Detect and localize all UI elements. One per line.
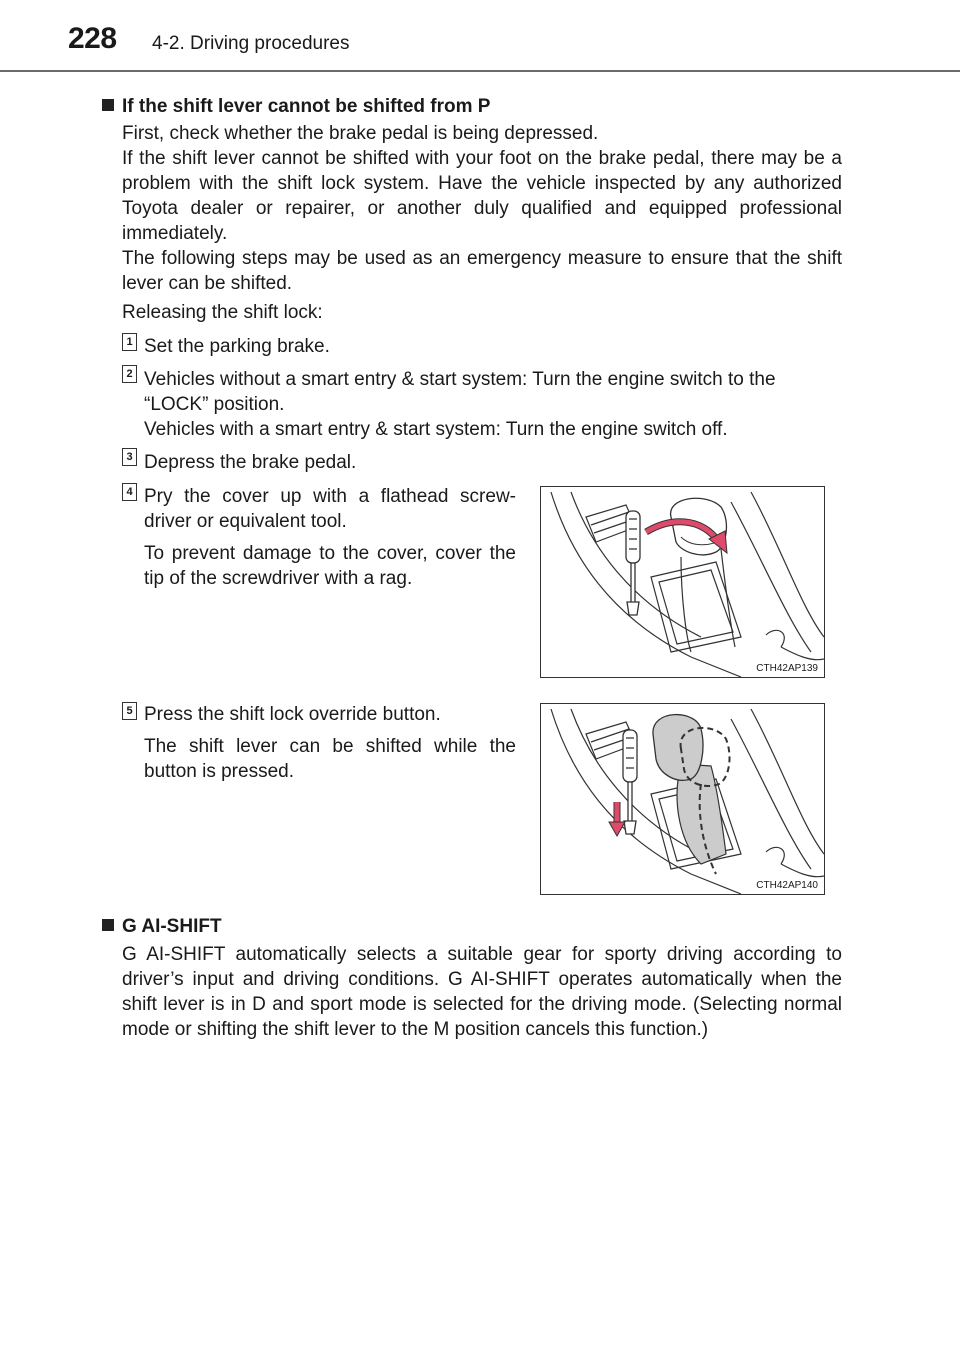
header-divider [0, 70, 960, 72]
step-number-1: 1 [122, 333, 137, 351]
figure-override-button [540, 703, 825, 895]
step-number-2: 2 [122, 365, 137, 383]
square-bullet-icon [102, 919, 114, 931]
intro-paragraph-1: First, check whether the brake pedal is being depressed. [122, 123, 599, 144]
step-2-text-smart: Vehicles with a smart entry & start system: Turn the engine switch off. [144, 419, 728, 440]
step-number-3: 3 [122, 448, 137, 466]
figure-code-140: CTH42AP140 [756, 880, 818, 891]
intro-paragraph-3: The following steps may be used as an emergency measure to ensure that the shift lever can be shifted. [122, 248, 842, 294]
step-5-note: The shift lever can be shifted while the button is pressed. [144, 736, 516, 782]
section-title: 4-2. Driving procedures [152, 33, 350, 54]
page-number: 228 [68, 22, 117, 55]
shift-lock-heading [102, 96, 490, 118]
step-number-4: 4 [122, 483, 137, 501]
releasing-label: Releasing the shift lock: [122, 302, 323, 323]
figure-pry-cover [540, 486, 825, 678]
override-button-illustration [541, 704, 824, 894]
step-2-text: Vehicles without a smart entry & start system: Turn the engine switch to the “LOCK” position. [144, 369, 776, 415]
step-4-text: Pry the cover up with a flathead screw-driver or equivalent tool. [144, 486, 516, 532]
step-3-text: Depress the brake pedal. [144, 452, 357, 473]
step-5-text: Press the shift lock override button. [144, 704, 441, 725]
step-number-5: 5 [122, 702, 137, 720]
page-header [0, 0, 960, 78]
step-4-note: To prevent damage to the cover, cover the tip of the screwdriver with a rag. [144, 543, 516, 589]
step-1-text: Set the parking brake. [144, 336, 330, 357]
g-ai-shift-heading [102, 916, 222, 938]
shift-lock-heading-text: If the shift lever cannot be shifted from P [122, 96, 491, 117]
intro-paragraph-2: If the shift lever cannot be shifted with your foot on the brake pedal, there may be a problem with the shift lock system. Have the vehicle inspected by any authorized Toyota dealer or repairer, or another duly qualified and equipped professional immediately. [122, 148, 842, 244]
square-bullet-icon [102, 99, 114, 111]
g-ai-shift-heading-text: G AI-SHIFT [122, 916, 222, 937]
figure-code-139: CTH42AP139 [756, 663, 818, 674]
g-ai-shift-paragraph: G AI-SHIFT automatically selects a suitable gear for sporty driving according to driver’s input and driving conditions. G AI-SHIFT operates automatically when the shift lever is in D and sport mode is selected for the driving mode. (Selecting normal mode or shifting the shift lever to the M position cancels this function.) [122, 944, 842, 1040]
shift-console-illustration [541, 487, 824, 677]
